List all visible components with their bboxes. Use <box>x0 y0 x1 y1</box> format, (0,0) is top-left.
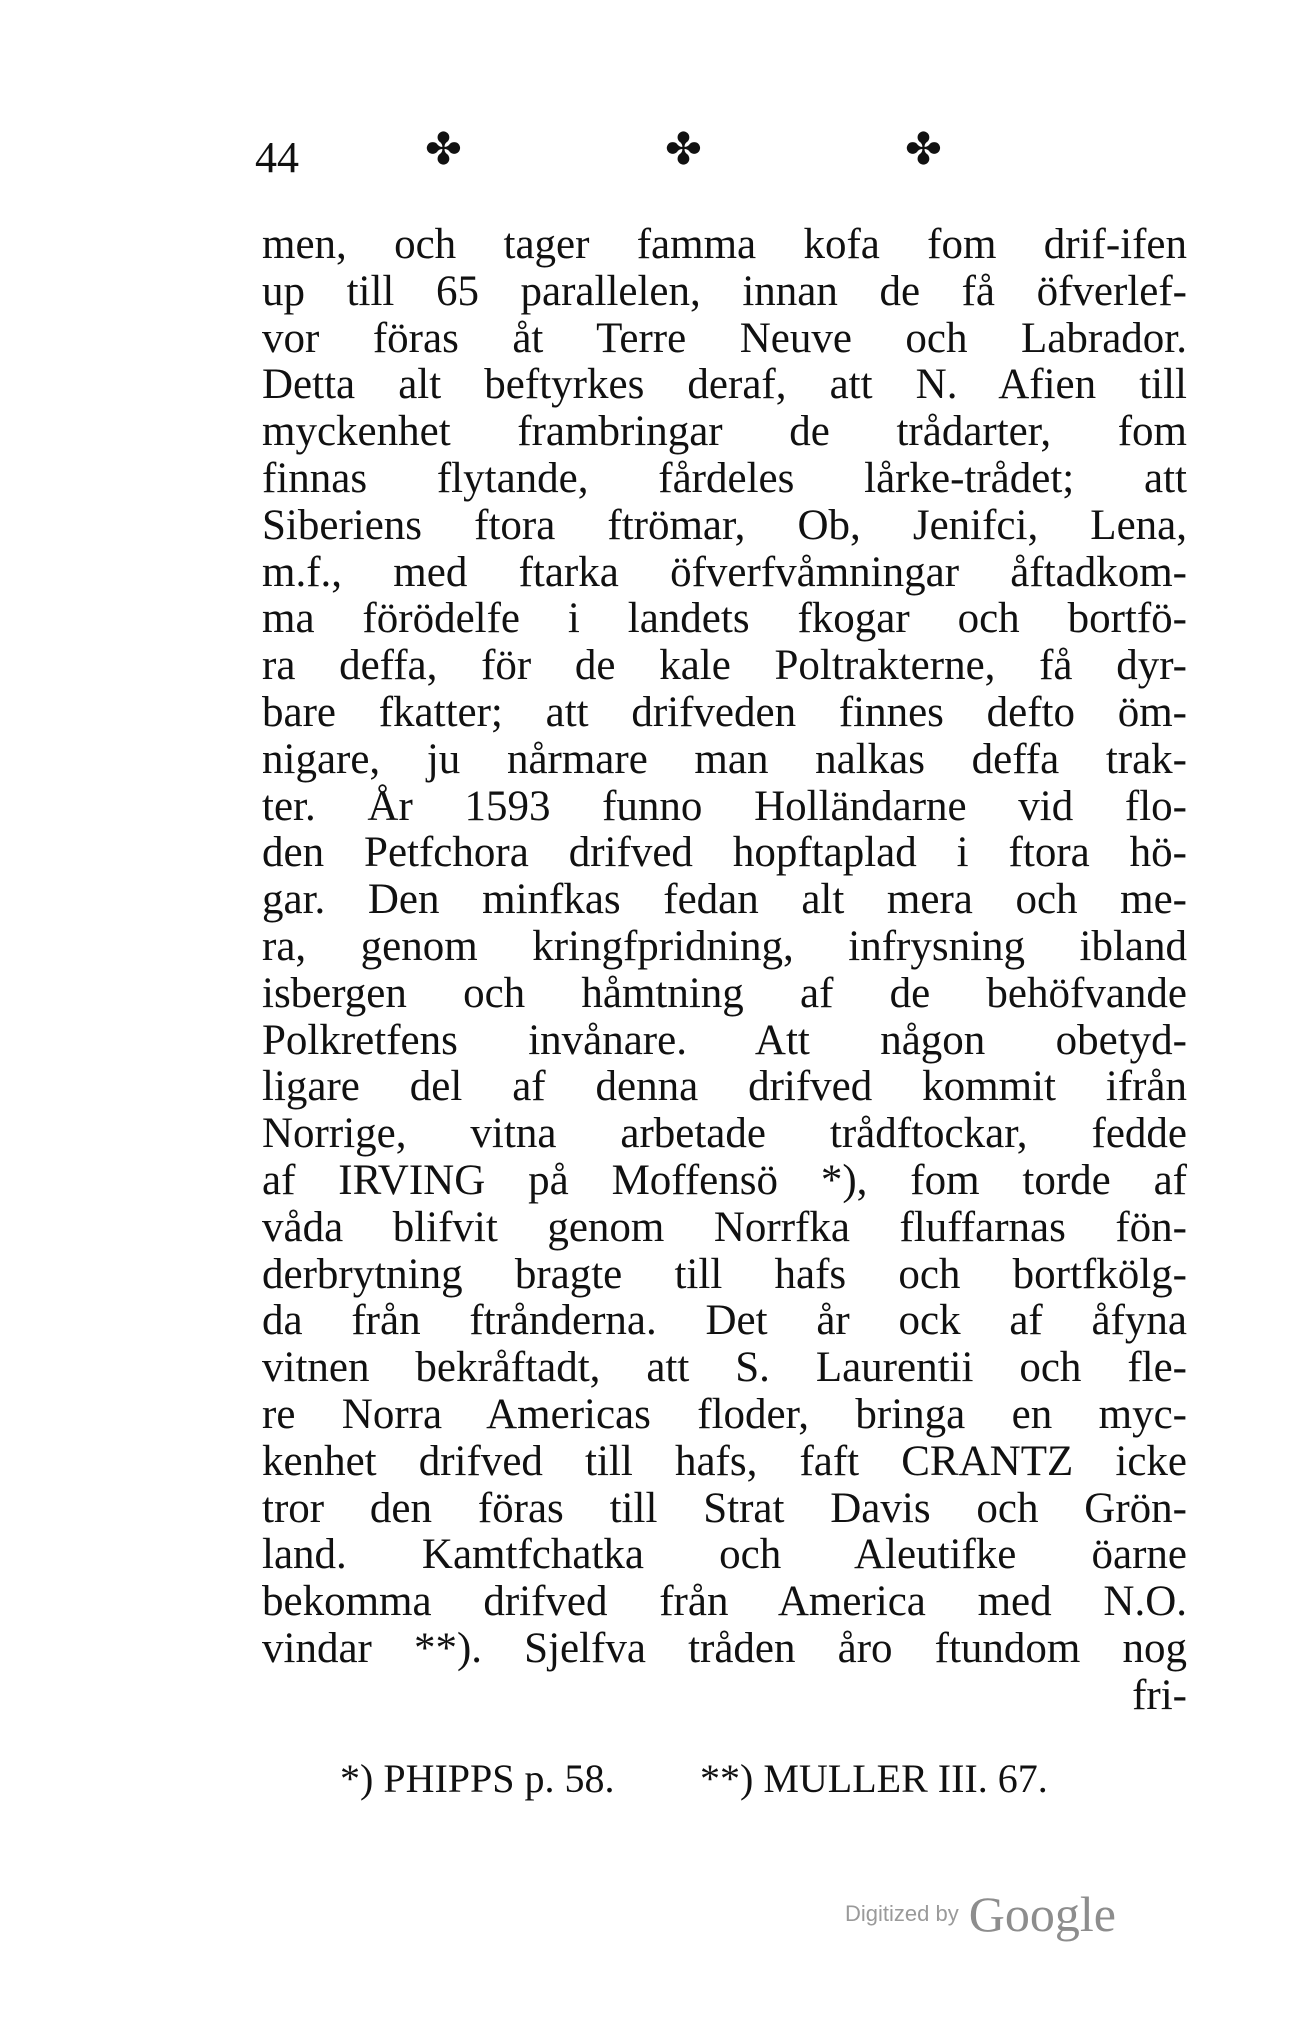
text-line: tror den föras till Strat Davis och Grön- <box>262 1484 1187 1532</box>
body-text <box>262 222 1187 1720</box>
text-line: våda blifvit genom Norrfka fluffarnas fön- <box>262 1203 1187 1251</box>
text-line: derbrytning bragte till hafs och bortfkölg- <box>262 1250 1187 1298</box>
page-number: 44 <box>255 133 299 182</box>
text-line: vindar **). Sjelfva tråden åro ftundom nog <box>262 1624 1187 1672</box>
text-line: isbergen och håmtning af de behöfvande <box>262 969 1187 1017</box>
text-line: ra, genom kringfpridning, infrysning ibland <box>262 922 1187 970</box>
text-line: Polkretfens invånare. Att någon obetyd- <box>262 1016 1187 1064</box>
text-line: ma förödelfe i landets fkogar och bortfö- <box>262 595 1187 643</box>
text-line: bare fkatter; att drifveden finnes defto öm- <box>262 688 1187 736</box>
ornament-icon: ✤ <box>425 125 462 174</box>
watermark-prefix: Digitized by <box>845 1901 959 1926</box>
text-line: bekomma drifved från America med N.O. <box>262 1578 1187 1626</box>
text-line: men, och tager famma kofa fom drif-ifen <box>262 221 1187 268</box>
ornament-icon: ✤ <box>905 125 942 174</box>
digitized-watermark <box>845 1885 1116 1943</box>
text-line: m.f., med ftarka öfverfvåmningar åftadkom- <box>262 548 1187 596</box>
text-line: ter. År 1593 funno Holländarne vid flo- <box>262 782 1187 830</box>
text-line: nigare, ju nårmare man nalkas deffa trak- <box>262 735 1187 783</box>
text-line: vitnen bekråftadt, att S. Laurentii och fle- <box>262 1344 1187 1392</box>
text-line: Detta alt beftyrkes deraf, att N. Afien till <box>262 361 1187 409</box>
text-line: ligare del af denna drifved kommit ifrån <box>262 1063 1187 1111</box>
ornament-icon: ✤ <box>665 125 702 174</box>
text-line: den Petfchora drifved hopftaplad i ftora hö- <box>262 829 1187 877</box>
text-line: up till 65 parallelen, innan de få öfverlef- <box>262 267 1187 315</box>
text-line: af IRVING på Moffensö *), fom torde af <box>262 1156 1187 1204</box>
footnote-phipps: *) PHIPPS p. 58. <box>340 1756 615 1801</box>
text-line: Norrige, vitna arbetade trådftockar, fedde <box>262 1110 1187 1158</box>
text-line: da från ftrånderna. Det år ock af åfyna <box>262 1297 1187 1345</box>
footnotes <box>340 1755 1160 1805</box>
text-line: kenhet drifved till hafs, faft CRANTZ icke <box>262 1437 1187 1485</box>
text-line: finnas flytande, fårdeles lårke-trådet; att <box>262 454 1187 502</box>
text-line: re Norra Americas floder, bringa en myc- <box>262 1390 1187 1438</box>
text-line: vor föras åt Terre Neuve och Labrador. <box>262 314 1187 362</box>
catchword: fri- <box>1132 1671 1187 1719</box>
text-line: land. Kamtfchatka och Aleutifke öarne <box>262 1531 1187 1579</box>
google-logo: Google <box>968 1886 1116 1942</box>
page-header <box>255 125 1055 188</box>
text-line: myckenhet frambringar de trådarter, fom <box>262 408 1187 456</box>
text-line: gar. Den minfkas fedan alt mera och me- <box>262 876 1187 924</box>
footnote-muller: **) MULLER III. 67. <box>700 1756 1048 1801</box>
text-line: ra deffa, för de kale Poltrakterne, få dyr- <box>262 642 1187 690</box>
text-line: Siberiens ftora ftrömar, Ob, Jenifci, Lena, <box>262 501 1187 549</box>
